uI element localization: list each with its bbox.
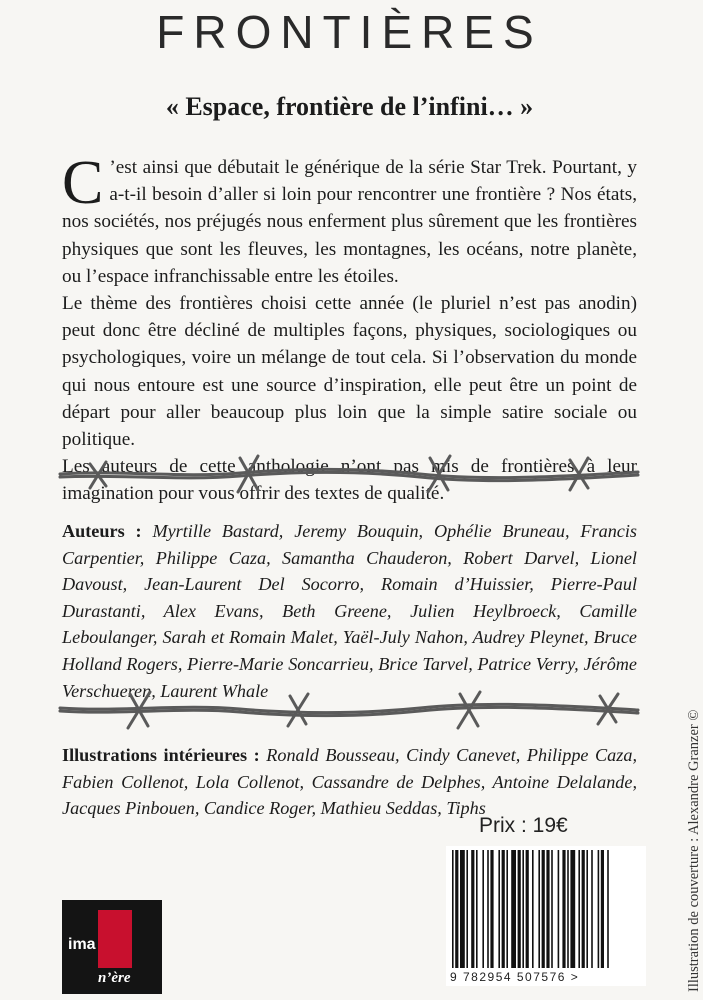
intro-paragraph-1-text: ’est ainsi que débutait le générique de la série Star Trek. Pourtant, y a-t-il besoin d’aller si loin pour rencontrer une frontière ? Nos états, nos sociétés, nos préjugés nous enferment plus sûrement que les frontières physiques que sont les fleuves, les montagnes, les océans, notre planète, ou l’espace infranchissable entre les étoiles. [62,157,637,287]
illustrations-label: Illustrations intérieures : [62,745,260,765]
logo-red-block [98,910,132,968]
isbn-digits: 9 782954 507576 > [450,970,580,984]
intro-paragraph-1 [62,149,637,290]
isbn-barcode [446,846,646,986]
illustrations-credits [62,742,637,822]
barcode-bars [452,850,640,968]
intro-paragraph-2: Le thème des frontières choisi cette année (le pluriel n’est pas anodin) peut donc être décliné de multiples façons, physiques, sociologiques ou psychologiques, voire un mélange de tout cela. Si l’observation du monde qui nous entoure est une source d’inspiration, elle peut être un point de départ pour aller beaucoup plus loin que la simple satire sociale ou politique. [62,293,637,451]
logo-text-bottom: n’ère [98,970,131,986]
book-title: FRONTIÈRES [156,6,543,58]
tagline: « Espace, frontière de l’infini… » [165,92,534,121]
illustrations-names: Ronald Bousseau, Cindy Canevet, Philippe Caza, Fabien Collenot, Lola Collenot, Cassandre de Delphes, Antoine Delalande, Jacques Pinbouen, Candice Roger, Mathieu Seddas, Tiphs [62,745,637,819]
intro-paragraph-3: Les auteurs de cette anthologie n’ont pas mis de frontières à leur imagination pour vous offrir des textes de qualité. [62,456,637,505]
authors-names: Myrtille Bastard, Jeremy Bouquin, Ophélie Bruneau, Francis Carpentier, Philippe Caza, Samantha Chauderon, Robert Darvel, Lionel Davoust, Jean-Laurent Del Socorro, Romain d’Huissier, Pierre-Paul Durastanti, Alex Evans, Beth Greene, Julien Heylbroeck, Camille Leboulanger, Sarah et Romain Malet, Yaël-July Nahon, Audrey Pleynet, Bruce Holland Rogers, Pierre-Marie Soncarrieu, Brice Tarvel, Patrice Verry, Jérôme Verschueren, Laurent Whale [62,521,638,701]
authors-label: Auteurs : [62,521,142,541]
barbed-wire-divider [60,446,638,498]
logo-text-top: ima [68,936,96,953]
barbed-wire-divider-2 [60,682,638,734]
drop-cap: C [62,149,104,217]
authors-credits [62,518,637,704]
price-label: Prix : 19€ [479,814,568,837]
publisher-logo [62,900,162,994]
cover-illustration-credit: Illustration de couverture : Alexandre Granzer © [686,709,702,992]
